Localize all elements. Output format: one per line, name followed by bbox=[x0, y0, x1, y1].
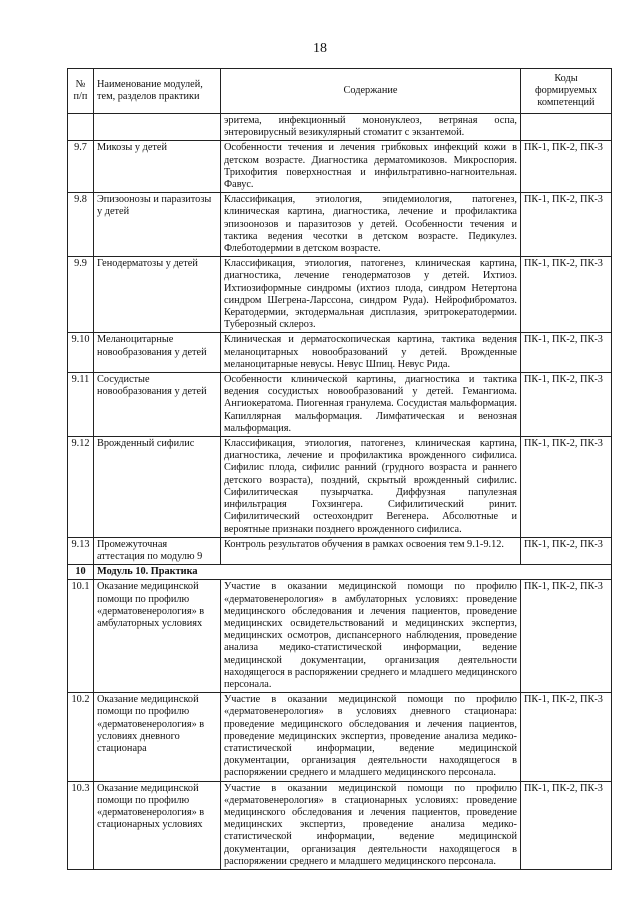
row-number: 10.2 bbox=[68, 693, 94, 781]
row-number: 9.10 bbox=[68, 333, 94, 373]
row-name: Промежуточная аттестация по модулю 9 bbox=[94, 537, 221, 564]
row-content: Особенности клинической картины, диагностика и тактика ведения сосудистых новообразований у детей. Гемангиома. Ангиокератома. Пиогенная гранулема. Сосудистая мальформация. Капиллярная мальформация. Лимфатическая и венозная мальформация. bbox=[221, 373, 521, 437]
row-content: Участие в оказании медицинской помощи по профилю «дерматовенерология» в амбулаторных условиях: проведение медицинского обследования и лечения пациентов, проведение медицинских освидетельствований и медицинских экспертиз, медицинских осмотров, диспансерного наблюдения, проведение анализа медико-статистической информации, ведение медицинской документации, организация деятельности находящегося в распоряжении среднего и младшего медицинского персонала. bbox=[221, 580, 521, 693]
row-number: 9.8 bbox=[68, 193, 94, 257]
row-number bbox=[68, 114, 94, 141]
row-codes: ПК-1, ПК-2, ПК-3 bbox=[521, 333, 612, 373]
row-content: Классификация, этиология, патогенез, клиническая картина, диагностика, лечение генодерматозов у детей. Ихтиоз. Ихтиозиформные синдромы (ихтиоз плода, синдром Нетертона синдром Шегрена-Ларссона, синдром Руда). Нейрофиброматоз. Кератодермии, эктодермальная дисплазия, эритрокератодермии. Туберозный склероз. bbox=[221, 257, 521, 333]
curriculum-table bbox=[67, 68, 612, 870]
row-name: Микозы у детей bbox=[94, 141, 221, 193]
row-codes: ПК-1, ПК-2, ПК-3 bbox=[521, 781, 612, 869]
header-number: № п/п bbox=[68, 69, 94, 114]
row-codes: ПК-1, ПК-2, ПК-3 bbox=[521, 693, 612, 781]
row-content: Контроль результатов обучения в рамках освоения тем 9.1-9.12. bbox=[221, 537, 521, 564]
row-codes: ПК-1, ПК-2, ПК-3 bbox=[521, 257, 612, 333]
row-codes: ПК-1, ПК-2, ПК-3 bbox=[521, 193, 612, 257]
header-codes: Коды формируемых компетенций bbox=[521, 69, 612, 114]
row-number: 9.11 bbox=[68, 373, 94, 437]
row-name: Генодерматозы у детей bbox=[94, 257, 221, 333]
module-title: Модуль 10. Практика bbox=[94, 565, 612, 580]
row-codes: ПК-1, ПК-2, ПК-3 bbox=[521, 537, 612, 564]
header-content: Содержание bbox=[221, 69, 521, 114]
module-row bbox=[68, 565, 612, 580]
row-content: Классификация, этиология, патогенез, клиническая картина, диагностика, лечение и профилактика врожденного сифилиса. Сифилис плода, сифилис ранний (грудного возраста и раннего детского возраста), поздний, скрытый врожденный сифилис. Сифилитическая пузырчатка. Диффузная папулезная инфильтрация Гохзингера. Сифилитический ринит. Сифилитический остеохондрит Вегенера. Абсолютные и вероятные признаки позднего врожденного сифилиса. bbox=[221, 437, 521, 538]
table-row bbox=[68, 257, 612, 333]
row-number: 9.13 bbox=[68, 537, 94, 564]
row-content: эритема, инфекционный мононуклеоз, ветряная оспа, энтеровирусный везикулярный стоматит с экзантемой. bbox=[221, 114, 521, 141]
row-name: Оказание медицинской помощи по профилю «дерматовенерология» в условиях дневного стационара bbox=[94, 693, 221, 781]
table-row bbox=[68, 373, 612, 437]
row-content: Клиническая и дерматоскопическая картина, тактика ведения меланоцитарных новообразований у детей. Врожденные меланоцитарные невусы. Невус Шпиц. Невус Рида. bbox=[221, 333, 521, 373]
row-number: 10.3 bbox=[68, 781, 94, 869]
row-name: Оказание медицинской помощи по профилю «дерматовенерология» в стационарных условиях bbox=[94, 781, 221, 869]
row-name: Сосудистые новообразования у детей bbox=[94, 373, 221, 437]
row-name: Оказание медицинской помощи по профилю «дерматовенерология» в амбулаторных условиях bbox=[94, 580, 221, 693]
table-row bbox=[68, 114, 612, 141]
row-number: 9.12 bbox=[68, 437, 94, 538]
row-codes bbox=[521, 114, 612, 141]
row-codes: ПК-1, ПК-2, ПК-3 bbox=[521, 437, 612, 538]
row-name: Эпизоонозы и паразитозы у детей bbox=[94, 193, 221, 257]
row-content: Участие в оказании медицинской помощи по профилю «дерматовенерология» в условиях дневного стационара: проведение медицинского обследования и лечения пациентов, проведение медицинских экспертиз, проведение анализа медико-статистической информации, ведение медицинской документации, организация деятельности находящегося в распоряжении среднего и младшего медицинского персонала. bbox=[221, 693, 521, 781]
row-codes: ПК-1, ПК-2, ПК-3 bbox=[521, 141, 612, 193]
table-row bbox=[68, 193, 612, 257]
table-row bbox=[68, 693, 612, 781]
table-row bbox=[68, 333, 612, 373]
row-number: 9.7 bbox=[68, 141, 94, 193]
module-number: 10 bbox=[68, 565, 94, 580]
table-row bbox=[68, 437, 612, 538]
row-name bbox=[94, 114, 221, 141]
row-content: Участие в оказании медицинской помощи по профилю «дерматовенерология» в стационарных условиях: проведение медицинского обследования и лечения пациентов, проведение медицинских экспертиз, проведение анализа медико-статистической информации, ведение медицинской документации, организация деятельности находящегося в распоряжении среднего и младшего медицинского персонала. bbox=[221, 781, 521, 869]
table-header-row bbox=[68, 69, 612, 114]
row-codes: ПК-1, ПК-2, ПК-3 bbox=[521, 580, 612, 693]
row-content: Особенности течения и лечения грибковых инфекций кожи в детском возрасте. Диагностика дерматомикозов. Микроспория. Трихофития поверхностная и инфильтративно-нагноительная. Фавус. bbox=[221, 141, 521, 193]
header-name: Наименование модулей, тем, разделов практики bbox=[94, 69, 221, 114]
row-number: 10.1 bbox=[68, 580, 94, 693]
row-number: 9.9 bbox=[68, 257, 94, 333]
row-name: Врожденный сифилис bbox=[94, 437, 221, 538]
row-content: Классификация, этиология, эпидемиология, патогенез, клиническая картина, диагностика, лечение и профилактика эпизоонозов и паразитозов у детей. Особенности течения и тактика ведения чесотки в детском возрасте. Педикулез. Флеботодермии в детском возрасте. bbox=[221, 193, 521, 257]
row-name: Меланоцитарные новообразования у детей bbox=[94, 333, 221, 373]
table-row bbox=[68, 580, 612, 693]
row-codes: ПК-1, ПК-2, ПК-3 bbox=[521, 373, 612, 437]
table-row bbox=[68, 141, 612, 193]
table-row bbox=[68, 537, 612, 564]
page-number: 18 bbox=[313, 41, 327, 56]
table-row bbox=[68, 781, 612, 869]
